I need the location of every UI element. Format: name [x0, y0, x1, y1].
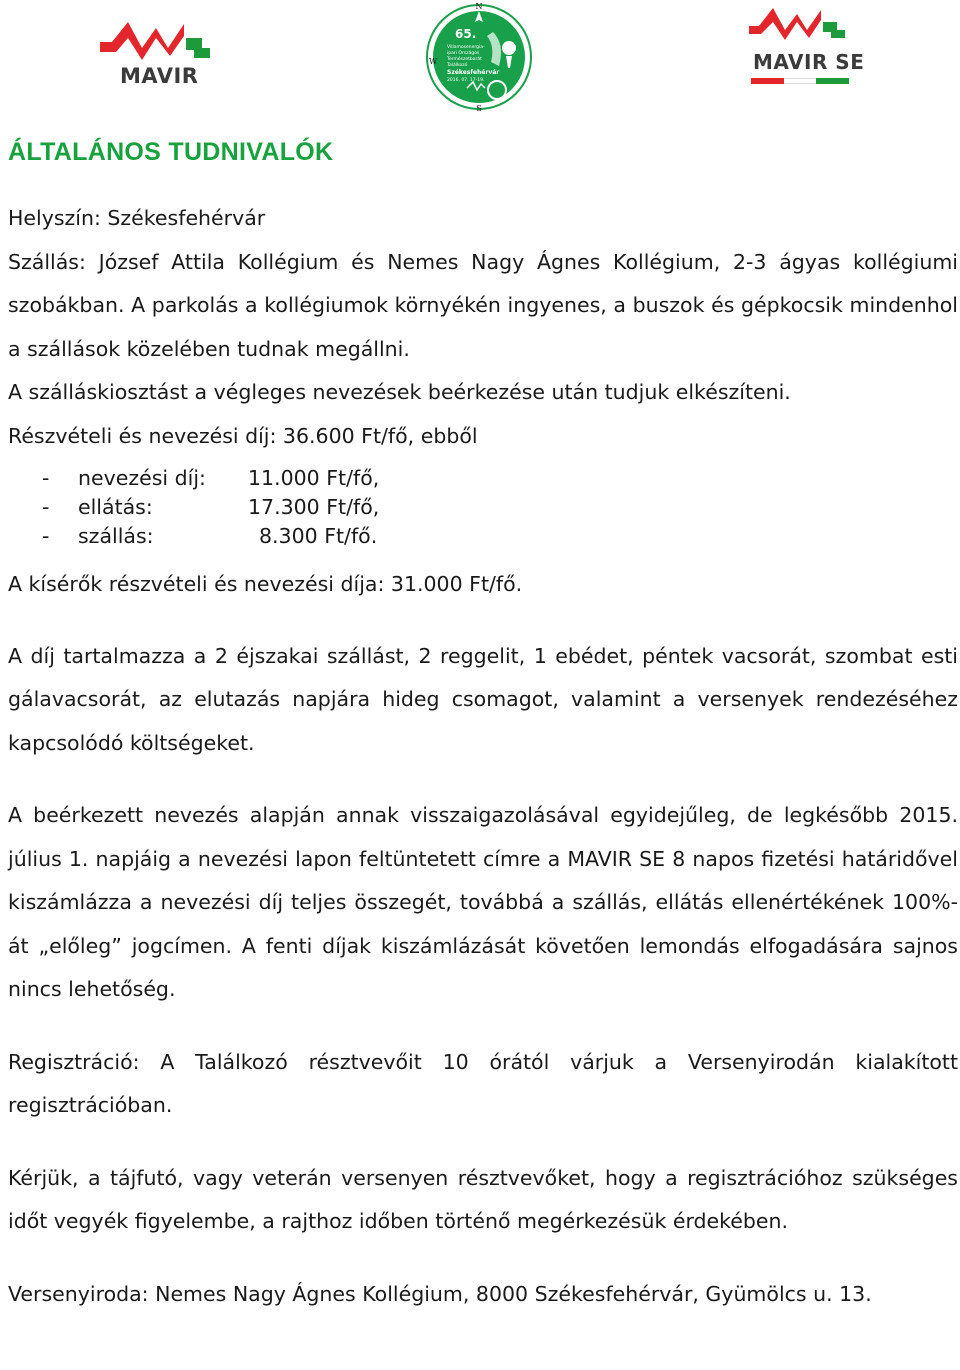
badge-dates: 2016. 07. 17-19. [447, 78, 485, 83]
companion-fee-line: A kísérők részvételi és nevezési díja: 31.000 Ft/fő. [8, 572, 523, 596]
fee-item [8, 464, 958, 493]
fee-label: szállás: [78, 524, 154, 548]
registration-paragraph: Regisztráció: A Találkozó résztvevőit 10 órától várjuk a Versenyirodán kialakított regisztrációban. [8, 1049, 958, 1117]
compass-n-label: N [475, 2, 483, 11]
compass-w-label: W [429, 57, 438, 66]
request-paragraph: Kérjük, a tájfutó, vagy veterán versenyen résztvevőket, hogy a regisztrációhoz szükséges időt vegyék figyelembe, a rajthoz időben történő megérkezésük érdekében. [8, 1165, 958, 1233]
badge-city: Székesfehérvár [447, 69, 500, 76]
mavir-se-logo-mark [745, 4, 855, 48]
fee-includes-paragraph: A díj tartalmazza a 2 éjszakai szállást, 2 reggelit, 1 ebédet, péntek vacsorát, szombat esti gálavacsorát, az elutazás napjára hideg csomagot, valamint a versenyek rendezéséhez kapcsolódó költségeket. [8, 643, 958, 755]
fee-bullet: - [42, 524, 50, 548]
page-title: ÁLTALÁNOS TUDNIVALÓK [8, 138, 334, 166]
fee-item [8, 493, 958, 522]
office-address-line: Versenyiroda: Nemes Nagy Ágnes Kollégium, 8000 Székesfehérvár, Gyümölcs u. 13. [8, 1281, 872, 1306]
fee-amount: 8.300 Ft/fő. [259, 524, 378, 548]
mavir-logo [98, 14, 213, 94]
badge-line-3: Természetbarát [447, 57, 482, 62]
flag-stripe [751, 78, 849, 84]
document-body [8, 138, 958, 1316]
fee-amount: 11.000 Ft/fő, [248, 466, 380, 490]
mavir-se-logo-text: MAVIR SE [753, 50, 865, 74]
event-badge-graphic [425, 2, 533, 112]
fee-amount: 17.300 Ft/fő, [248, 495, 380, 519]
fee-breakdown-list [8, 464, 958, 551]
fee-bullet: - [42, 466, 50, 490]
fee-bullet: - [42, 495, 50, 519]
allocation-line: A szálláskiosztást a végleges nevezések beérkezése után tudjuk elkészíteni. [8, 380, 791, 404]
fee-label: ellátás: [78, 495, 153, 519]
fee-item [8, 522, 958, 551]
fee-total-line: Részvételi és nevezési díj: 36.600 Ft/fő, ebből [8, 423, 478, 448]
compass-s-label: S [476, 104, 482, 112]
event-badge [425, 2, 533, 112]
location-line: Helyszín: Székesfehérvár [8, 206, 266, 230]
invoicing-paragraph: A beérkezett nevezés alapján annak visszaigazolásával egyidejűleg, de legkésőbb 2015. július 1. napjáig a nevezési lapon feltüntetett címre a MAVIR SE 8 napos fizetési határidővel kiszámlázza a nevezési díj teljes összegét, továbbá a szállás, ellátás ellenértékének 100%-át „előleg” jogcímen. A fenti díjak kiszámlázását követően lemondás elfogadására sajnos nincs lehetőség. [8, 803, 958, 1001]
mavir-se-logo [745, 4, 865, 84]
badge-line-1: Villamosenergia- [447, 45, 485, 50]
badge-line-2: ipari Országos [447, 51, 480, 56]
mavir-logo-text: MAVIR [120, 64, 199, 88]
badge-number: 65. [455, 27, 477, 41]
accommodation-paragraph: Szállás: József Attila Kollégium és Nemes Nagy Ágnes Kollégium, 2-3 ágyas kollégiumi szobákban. A parkolás a kollégiumok környékén ingyenes, a buszok és gépkocsik mindenhol a szállások közelében tudnak megállni. [8, 249, 958, 361]
fee-label: nevezési díj: [78, 466, 206, 490]
badge-line-4: Találkozó [447, 63, 468, 68]
page-header [0, 0, 960, 120]
